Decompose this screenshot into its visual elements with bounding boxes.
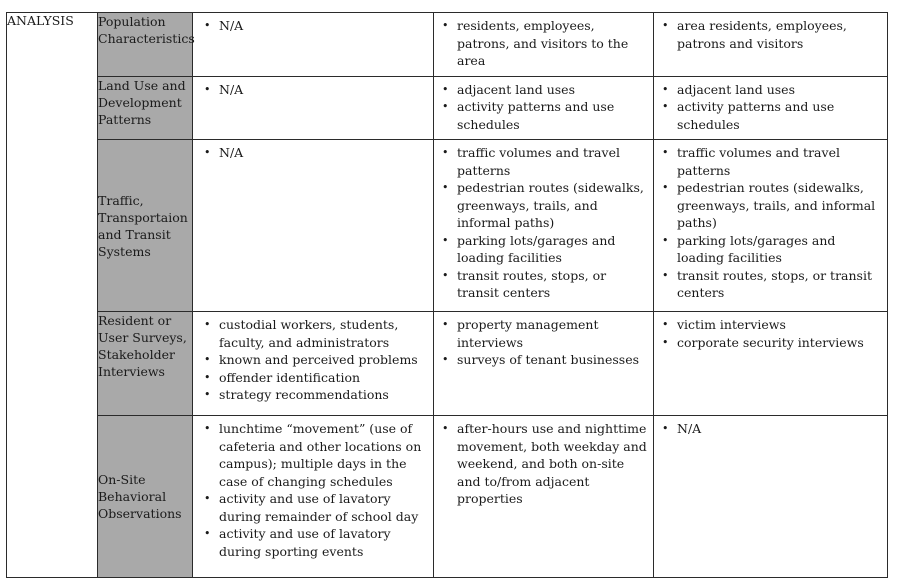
list-item	[442, 98, 649, 133]
column-cell	[434, 13, 654, 77]
list-item	[204, 386, 429, 404]
list-item-text: activity patterns and use schedules	[677, 99, 835, 132]
column-cell	[193, 140, 434, 312]
list-item	[662, 17, 883, 52]
list-item	[204, 351, 429, 369]
list-item-text: activity and use of lavatory during remainder of school day	[219, 491, 419, 524]
column-cell	[654, 140, 888, 312]
list-item	[662, 144, 883, 179]
list-item-text: surveys of tenant businesses	[457, 352, 640, 367]
bullet-icon: •	[442, 233, 449, 247]
bullet-icon: •	[662, 422, 669, 435]
list-item	[662, 81, 883, 99]
column-cell	[654, 13, 888, 77]
table-row	[7, 416, 888, 578]
bullet-icon: •	[442, 268, 449, 282]
list-item-text: residents, employees, patrons, and visitors to the area	[457, 18, 629, 68]
bullet-icon: •	[442, 100, 449, 113]
list-item	[204, 420, 429, 490]
list-item	[662, 420, 883, 438]
list-item-text: property management interviews	[457, 317, 599, 350]
list-item	[442, 232, 649, 267]
list-item-text: offender identification	[219, 369, 361, 385]
list-item-text: lunchtime “movement” (use of cafeteria and other locations on campus); multiple days in the case of changing schedules	[219, 421, 422, 489]
list-item-text: area residents, employees, patrons and visitors	[677, 18, 847, 51]
bullet-icon: •	[204, 82, 211, 96]
category-cell: Resident or User Surveys, Stakeholder Interviews	[98, 312, 193, 416]
bullet-icon: •	[204, 422, 211, 435]
list-item-text: known and perceived problems	[219, 352, 418, 367]
list-item-text: traffic volumes and travel patterns	[457, 145, 620, 178]
list-item-text: after-hours use and nighttime movement, both weekday and weekend, and both on-site and to/from adjacent properties	[457, 421, 647, 506]
column-cell	[654, 312, 888, 416]
bullet-icon: •	[204, 370, 211, 384]
list-item-text: activity patterns and use schedules	[457, 99, 615, 132]
list-item	[442, 420, 649, 508]
bullet-icon: •	[204, 527, 211, 540]
list-item	[662, 316, 883, 334]
list-item-text: activity and use of lavatory during sporting events	[219, 526, 391, 559]
bullet-icon: •	[662, 146, 669, 159]
bullet-icon: •	[662, 19, 669, 32]
column-cell	[193, 76, 434, 140]
column-cell	[193, 13, 434, 77]
table-row	[7, 13, 888, 77]
list-item-text: pedestrian routes (sidewalks, greenways, trails, and informal paths)	[457, 180, 644, 230]
bullet-icon: •	[442, 181, 449, 194]
section-label: ANALYSIS	[7, 13, 98, 578]
bullet-icon: •	[662, 100, 669, 113]
bullet-icon: •	[662, 268, 669, 282]
bullet-icon: •	[442, 146, 449, 159]
analysis-table	[6, 12, 888, 578]
list-item-text: adjacent land uses	[677, 81, 795, 97]
list-item	[662, 98, 883, 133]
table-row	[7, 76, 888, 140]
column-cell	[434, 76, 654, 140]
bullet-icon: •	[662, 318, 669, 331]
list-item	[442, 81, 649, 99]
column-cell	[193, 312, 434, 416]
list-item	[204, 316, 429, 351]
list-item-text: strategy recommendations	[219, 387, 389, 402]
list-item	[442, 17, 649, 70]
list-item-text: victim interviews	[677, 317, 786, 332]
bullet-icon: •	[442, 19, 449, 32]
bullet-icon: •	[442, 353, 449, 366]
list-item-text: parking lots/garages and loading facilities	[457, 232, 616, 265]
list-item-text: transit routes, stops, or transit centers	[677, 267, 872, 300]
list-item-text: corporate security interviews	[677, 334, 864, 350]
category-cell: Land Use and Development Patterns	[98, 76, 193, 140]
bullet-icon: •	[662, 335, 669, 349]
bullet-icon: •	[662, 233, 669, 247]
list-item	[204, 17, 429, 35]
bullet-icon: •	[204, 492, 211, 505]
list-item	[442, 144, 649, 179]
list-item-text: traffic volumes and travel patterns	[677, 145, 840, 178]
list-item	[204, 144, 429, 162]
list-item	[204, 369, 429, 387]
list-item	[204, 525, 429, 560]
list-item-text: N/A	[219, 18, 244, 33]
bullet-icon: •	[204, 318, 211, 331]
bullet-icon: •	[442, 422, 449, 435]
bullet-icon: •	[204, 388, 211, 401]
list-item-text: N/A	[677, 421, 702, 436]
category-cell: Traffic, Transportaion and Transit Systems	[98, 140, 193, 312]
list-item-text: custodial workers, students, faculty, and administrators	[219, 317, 399, 350]
category-cell: On-Site Behavioral Observations	[98, 416, 193, 578]
column-cell	[434, 312, 654, 416]
table-row	[7, 140, 888, 312]
column-cell	[434, 416, 654, 578]
list-item	[662, 267, 883, 302]
column-cell	[654, 416, 888, 578]
bullet-icon: •	[662, 181, 669, 194]
list-item	[442, 179, 649, 232]
bullet-icon: •	[442, 318, 449, 331]
bullet-icon: •	[204, 146, 211, 159]
list-item	[662, 179, 883, 232]
list-item	[442, 267, 649, 302]
bullet-icon: •	[442, 82, 449, 96]
list-item-text: adjacent land uses	[457, 81, 575, 97]
list-item	[442, 351, 649, 369]
column-cell	[193, 416, 434, 578]
list-item	[662, 232, 883, 267]
category-cell: Population Characteristics	[98, 13, 193, 77]
list-item	[204, 81, 429, 99]
list-item-text: pedestrian routes (sidewalks, greenways, trails, and informal paths)	[677, 180, 876, 230]
list-item-text: N/A	[219, 145, 244, 160]
list-item-text: N/A	[219, 81, 244, 97]
column-cell	[434, 140, 654, 312]
column-cell	[654, 76, 888, 140]
table-row	[7, 312, 888, 416]
bullet-icon: •	[204, 19, 211, 32]
bullet-icon: •	[662, 82, 669, 96]
list-item-text: transit routes, stops, or transit centers	[457, 267, 607, 300]
list-item-text: parking lots/garages and loading facilities	[677, 232, 836, 265]
list-item	[442, 316, 649, 351]
list-item	[204, 490, 429, 525]
bullet-icon: •	[204, 353, 211, 366]
list-item	[662, 334, 883, 352]
